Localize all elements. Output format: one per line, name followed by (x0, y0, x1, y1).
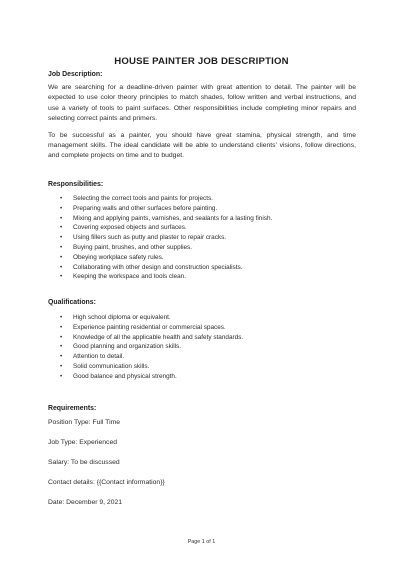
page-number-footer: Page 1 of 1 (187, 539, 216, 545)
list-item: • Obeying workplace safety rules. (60, 253, 164, 261)
list-item: • Solid communication skills. (60, 362, 150, 370)
list-item: • Mixing and applying paints, varnishes, and sealants for a lasting finish. (60, 214, 273, 222)
list-item: • Good planning and organization skills. (60, 343, 182, 351)
bullet-icon: • (60, 343, 63, 351)
position-type: Position Type: Full Time (48, 419, 121, 426)
responsibilities-heading: Responsibilities: (48, 181, 104, 188)
bullet-icon: • (60, 353, 63, 361)
bullet-icon: • (60, 195, 63, 202)
bullet-icon: • (60, 314, 63, 321)
list-item: • Collaborating with other design and construction specialists. (60, 263, 243, 271)
bullet-icon: • (60, 323, 63, 331)
job-description-paragraph-1: We are searching for a deadline-driven painter with great attention to detail. The painter will be expected to use color theory principles to match shades, follow written and verbal instructions, and use a variety of tools to paint surfaces. Other responsibilities include completing minor repairs and selecting correct paints and primers. (48, 84, 356, 123)
list-item: • Covering exposed objects and surfaces. (60, 224, 187, 232)
job-description-section (48, 71, 356, 162)
qualifications-list (48, 313, 356, 382)
list-item: • Knowledge of all the applicable health and safety standards. (60, 333, 244, 341)
bullet-icon: • (60, 362, 63, 370)
qualifications-section (48, 299, 356, 382)
list-item: • Selecting the correct tools and paints for projects. (60, 195, 213, 202)
list-item: • Using fillers such as putty and plaster to repair cracks. (60, 234, 227, 242)
job-description-heading: Job Description: (48, 71, 103, 78)
qualifications-heading: Qualifications: (48, 299, 96, 306)
bullet-icon: • (60, 253, 63, 261)
list-item: • Buying paint, brushes, and other supplies. (60, 243, 193, 251)
list-item: • Experience painting residential or commercial spaces. (60, 323, 226, 331)
document-title: HOUSE PAINTER JOB DESCRIPTION (114, 56, 289, 67)
list-item: • Preparing walls and other surfaces before painting. (60, 204, 218, 212)
bullet-icon: • (60, 224, 63, 232)
contact-details: Contact details: {{Contact information}} (48, 479, 165, 486)
bullet-icon: • (60, 263, 63, 271)
list-item: • High school diploma or equivalent. (60, 314, 171, 321)
requirements-heading: Requirements: (48, 405, 97, 412)
bullet-icon: • (60, 234, 63, 242)
job-type: Job Type: Experienced (48, 439, 118, 446)
job-description-paragraph-2: To be successful as a painter, you should have great stamina, physical strength, and time management skills. The ideal candidate will be able to understand clients' visions, follow directions, and complete projects on time and to budget. (48, 131, 356, 160)
responsibilities-section (48, 181, 356, 282)
requirements-section (48, 405, 356, 508)
bullet-icon: • (60, 372, 63, 380)
bullet-icon: • (60, 204, 63, 212)
bullet-icon: • (60, 243, 63, 251)
responsibilities-list (48, 194, 356, 282)
bullet-icon: • (60, 273, 63, 281)
list-item: • Good balance and physical strength. (60, 372, 177, 380)
salary: Salary: To be discussed (48, 459, 120, 466)
list-item: • Attention to detail. (60, 353, 125, 361)
bullet-icon: • (60, 214, 63, 222)
list-item: • Keeping the workspace and tools clean. (60, 273, 186, 281)
document-date: Date: December 9, 2021 (48, 499, 123, 506)
bullet-icon: • (60, 333, 63, 341)
